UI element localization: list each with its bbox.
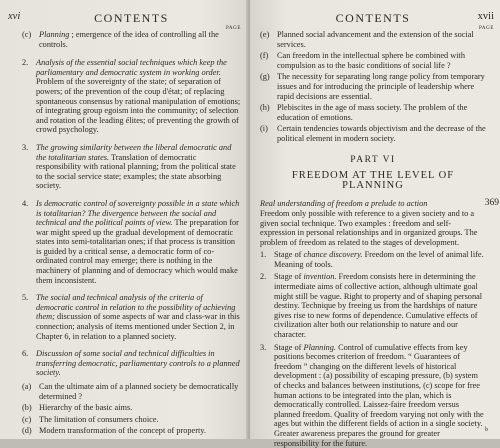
entry-c-planning: [22, 30, 241, 49]
margin-page-number: 369: [484, 198, 499, 209]
entry-number: 3.: [22, 142, 29, 152]
left-page-number: xvi: [8, 11, 21, 22]
entry-label: (c): [22, 30, 32, 39]
entry-lead: The social and technical analysis of the criteria of democratic control in relation to the possibility of achieving them;: [36, 293, 236, 322]
right-text: [260, 30, 499, 448]
item-e: [260, 30, 486, 49]
left-page: [0, 0, 250, 439]
signature-mark: b: [485, 427, 488, 433]
item-text: Certain tendencies towards objectivism and the decrease of the political element in modern society.: [277, 124, 486, 143]
stage-text: Freedom on the level of animal life. Meaning of tools.: [274, 250, 484, 269]
item-f: [260, 51, 486, 70]
entry-text: Problem of the sovereignty of the state; of separation of powers; of the prevention of the coup d'état; of replacing spontaneous consensus by rational manipulation of emotions; of integrating group egoism into the community; of selection and rotation of the leading élites; of preventing the growth of crowd psychology.: [36, 77, 241, 135]
sub-text: The limitation of consumers choice.: [39, 414, 159, 424]
sub-text: Can the ultimate aim of a planned society be democratically determined ?: [39, 382, 239, 401]
stage-lead-italic: Planning.: [303, 342, 336, 352]
item-h: [260, 103, 486, 122]
entry-text: Translation of democratic responsibility with rational planning; from the political state to the social service state; examples; the state absorbing society.: [36, 152, 236, 191]
sub-label: (a): [22, 382, 32, 391]
sub-text: Modern transformation of the concept of property.: [39, 426, 206, 436]
stage-number: 1.: [260, 250, 267, 260]
stage-number: 2.: [260, 272, 267, 282]
sub-item-d: [22, 426, 241, 436]
stage-lead: Stage of: [274, 272, 302, 282]
stage-number: 3.: [260, 342, 267, 352]
right-page-number: xvii: [477, 11, 494, 22]
left-entries: [22, 30, 241, 436]
intro-lead: Real understanding of freedom a prelude to action: [260, 199, 428, 209]
item-label: (h): [260, 103, 270, 113]
entry-number: 5.: [22, 293, 29, 303]
right-page: [250, 0, 500, 448]
entry-5: [22, 293, 241, 341]
sub-label: (b): [22, 403, 32, 413]
entry-lead: Planning: [39, 30, 70, 39]
stage-text: Control of cumulative effects from key positions becomes criterion of freedom. “ Guarantees of freedom ” changing on the different levels of historical development : (a) possibility of escaping pressure, (b) system of checks and balances between institutions, (c) scope for free human actions to be integrated into the plan, which is democratically controlled. Laissez-faire freedom versus planned freedom. Quality of freedom varying not only with the ages but within the different fields of action in a single society. Greater awareness prepares the ground for greater responsibility for the future.: [274, 342, 484, 448]
entry-text: The preparation for war might speed up the gradual development of democratic states into semi-totalitarian ones; if that process is transition is guided by a critical sense, a democratic form of co-ordinated control may emerge; there is nothing in the machinery of planning and of democracy which would make them inconsistent.: [36, 218, 239, 285]
item-label: (f): [260, 51, 269, 61]
sub-text: Hierarchy of the basic aims.: [39, 403, 133, 413]
item-text: The necessity for separating long range policy from temporary issues and for introducing the principle of leadership where rapid decisions are essential.: [277, 72, 485, 101]
item-label: (e): [260, 30, 270, 39]
entry-text: discussion of some aspects of war and class-war in this connection; analysis of items mentioned under Section 2, in Chapter 6, in relation to a planned society.: [36, 312, 240, 341]
entry-number: 6.: [22, 349, 29, 359]
item-text: Plebiscites in the age of mass society. The problem of the education of emotions.: [277, 103, 468, 122]
part-label: PART VI: [350, 154, 396, 165]
entry-number: 2.: [22, 58, 29, 68]
item-label: (i): [260, 124, 268, 134]
sub-label: (d): [22, 426, 32, 436]
sub-item-c: [22, 415, 241, 425]
stage-1: [260, 250, 486, 269]
right-header: [260, 4, 494, 31]
entry-4: [22, 199, 241, 285]
item-g: [260, 72, 486, 101]
entry-text: ; emergence of the idea of controlling all the controls.: [39, 30, 219, 49]
entry-number: 4.: [22, 198, 29, 208]
intro-text: Freedom only possible with reference to a given society and to a given social technique. Two examples : freedom and self-expression in personal relationships and in organized groups. The problem of freedom as related to the stages of development.: [260, 208, 478, 247]
entry-6: [22, 349, 241, 378]
entry-lead: Discussion of some social and technical difficulties in transferring democratic, parliamentary controls to a planned society.: [36, 349, 240, 378]
entry-lead: The growing similarity between the liberal democratic and the totalitarian states.: [36, 142, 232, 162]
sub-label: (c): [22, 414, 32, 424]
stage-lead: Stage of: [274, 250, 302, 260]
stage-text: Freedom consists here in determining the intermediate aims of collective action, although ultimate goal might still be vague. Right to property and of shaping personal destiny. Technique by freeing us from the hardships of nature gives rise to new forms of dependence. Cumulative effects of civilization alter both our relationship to nature and our character.: [274, 272, 483, 340]
item-text: Planned social advancement and the extension of the social services.: [277, 30, 474, 49]
stage-lead-italic: chance discovery.: [303, 250, 363, 260]
stage-lead: Stage of: [274, 342, 302, 352]
left-page-tag: PAGE: [226, 26, 241, 31]
item-i: [260, 124, 486, 143]
entry-3: [22, 143, 241, 191]
left-running-title: CONTENTS: [94, 11, 169, 25]
entry-2: [22, 58, 241, 135]
item-text: Can freedom in the intellectual sphere be combined with compulsion as to the basic conditions of social life ?: [277, 51, 466, 70]
stage-3: [260, 343, 486, 448]
right-page-tag: PAGE: [479, 26, 494, 31]
right-running-title: CONTENTS: [335, 11, 411, 25]
entry-lead: Analysis of the essential social techniques which keep the parliamentary and democratic system in working order.: [36, 58, 227, 77]
part-intro: [260, 198, 499, 247]
entry-lead: Is democratic control of sovereignty possible in a state which is totalitarian? The divergence between the social and technical and the political points of view.: [36, 198, 240, 228]
sub-item-a: [22, 382, 241, 401]
stage-2: [260, 272, 486, 339]
left-header: [8, 4, 241, 31]
stage-lead-italic: invention.: [303, 272, 337, 282]
sub-item-b: [22, 403, 241, 413]
item-label: (g): [260, 72, 270, 82]
part-title: FREEDOM AT THE LEVEL OF PLANNING: [291, 170, 455, 191]
